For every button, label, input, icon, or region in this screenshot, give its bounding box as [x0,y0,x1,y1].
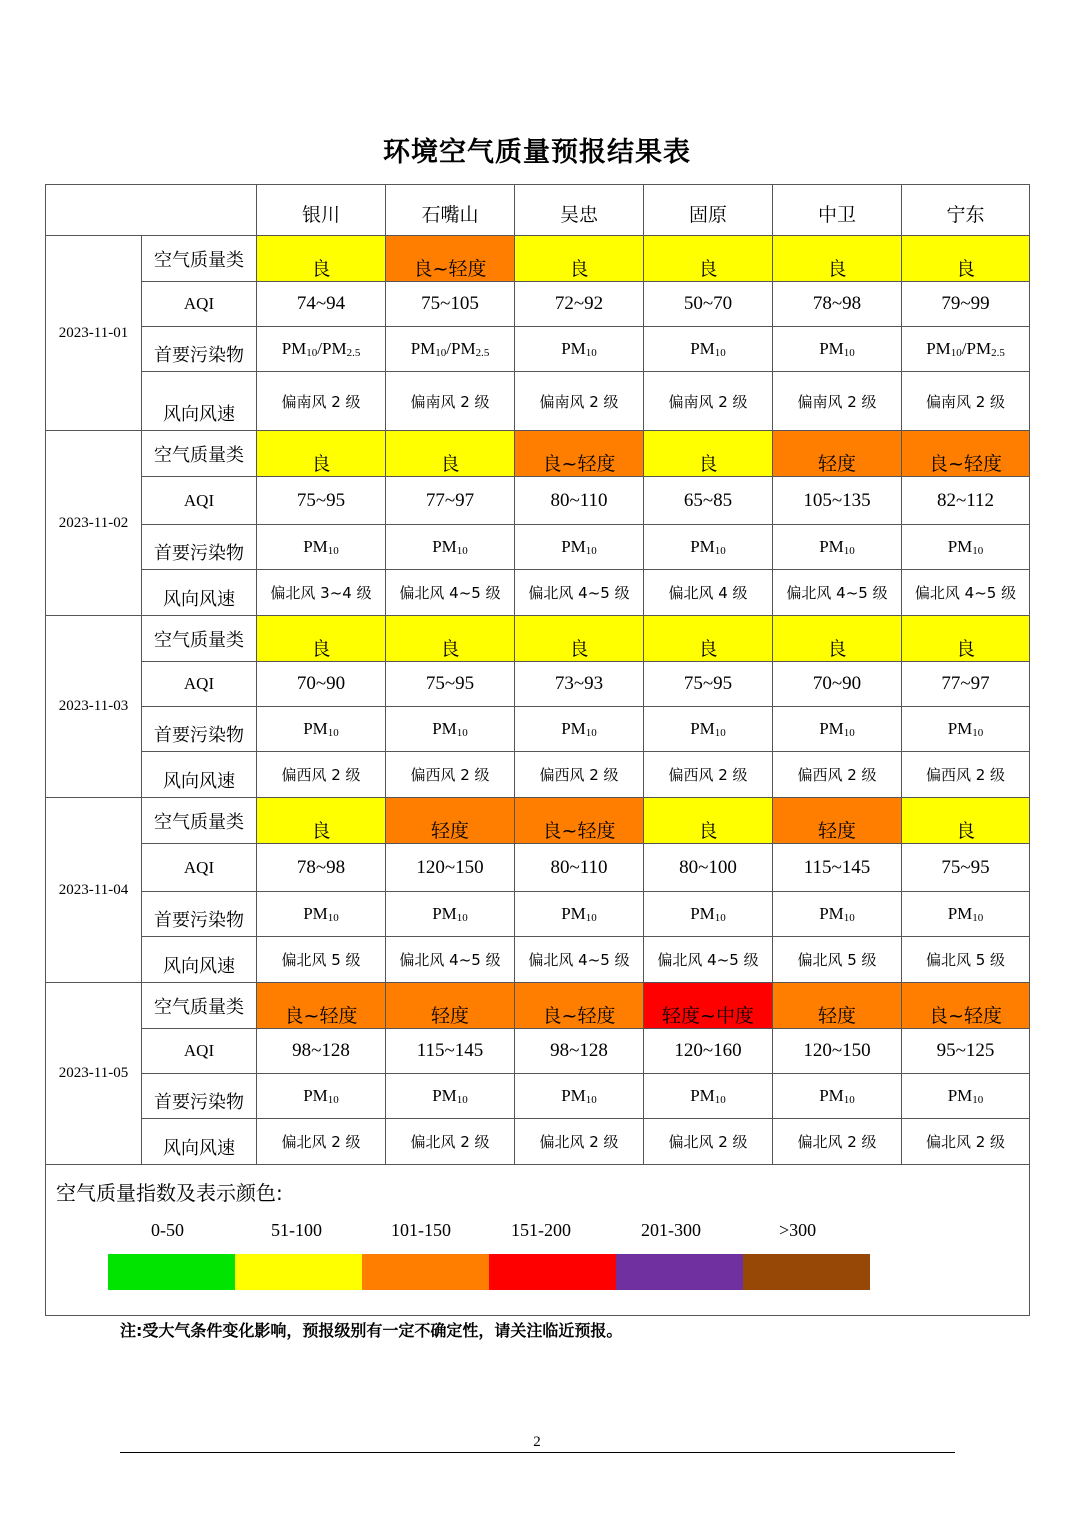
wind-cell: 偏西风 2 级 [773,752,902,798]
wind-cell: 偏南风 2 级 [257,372,386,431]
aqi-cell: 74~94 [257,282,386,327]
row-label-pollutant: 首要污染物 [142,525,257,570]
category-cell: 轻度 [386,798,515,844]
pollutant-text: PM [819,537,844,556]
page-number: 2 [533,1434,541,1450]
pollutant-subscript: 10 [585,347,597,359]
aqi-cell: 75~105 [386,282,515,327]
pollutant-subscript: 10 [843,347,855,359]
row-label-category: 空气质量类 [142,236,257,282]
category-cell: 良~轻度 [515,983,644,1029]
pollutant-cell [515,707,644,752]
pollutant-text: PM [561,719,586,738]
aqi-cell: 75~95 [902,844,1030,892]
pollutant-cell [257,892,386,937]
category-cell: 良 [515,236,644,282]
pollutant-subscript: 10 [435,347,447,359]
pollutant-text: /PM [317,339,347,358]
row-label-wind: 风向风速 [142,570,257,616]
legend-range-label: 51-100 [271,1220,322,1240]
wind-cell: 偏西风 2 级 [386,752,515,798]
pollutant-row [46,525,1030,570]
category-cell: 良 [773,236,902,282]
pollutant-cell [644,707,773,752]
aqi-cell: 75~95 [257,477,386,525]
header-row [46,185,1030,236]
pollutant-text: PM [410,339,436,358]
pollutant-text: PM [819,904,844,923]
pollutant-subscript: 10 [972,727,984,739]
category-cell: 良~轻度 [902,431,1030,477]
pollutant-cell [515,525,644,570]
pollutant-subscript: 10 [714,545,726,557]
row-label-wind: 风向风速 [142,372,257,431]
row-label-aqi: AQI [142,282,257,327]
legend-title: 空气质量指数及表示颜色: [56,1181,283,1205]
wind-cell: 偏北风 4~5 级 [515,570,644,616]
row-label-wind: 风向风速 [142,1119,257,1165]
row-label-aqi: AQI [142,1029,257,1074]
pollutant-text: PM [303,1086,328,1105]
pollutant-row [46,707,1030,752]
date-cell: 2023-11-05 [46,983,142,1165]
pollutant-subscript: 10 [456,1094,468,1106]
row-label-wind: 风向风速 [142,752,257,798]
category-cell: 良 [257,431,386,477]
category-cell: 良 [902,236,1030,282]
wind-cell: 偏南风 2 级 [386,372,515,431]
pollutant-text: PM [432,537,457,556]
category-cell: 良 [257,616,386,662]
pollutant-text: /PM [961,339,992,358]
row-label-pollutant: 首要污染物 [142,892,257,937]
category-cell: 良 [257,236,386,282]
pollutant-subscript: 10 [585,545,597,557]
pollutant-cell [773,525,902,570]
pollutant-text: PM [819,719,844,738]
header-blank-cell [46,185,257,236]
pollutant-subscript: 10 [972,1094,984,1106]
pollutant-text: PM [561,339,586,358]
pollutant-subscript: 10 [714,727,726,739]
category-cell: 良 [644,798,773,844]
pollutant-subscript: 10 [327,727,339,739]
pollutant-subscript: 10 [843,545,855,557]
wind-row [46,752,1030,798]
legend-swatch-3 [362,1254,489,1290]
wind-cell: 偏北风 4~5 级 [902,570,1030,616]
aqi-cell: 75~95 [386,662,515,707]
legend-range-label: 0-50 [151,1220,184,1240]
pollutant-text: PM [947,1086,973,1105]
pollutant-subscript: 10 [456,912,468,924]
footnote: 注:受大气条件变化影响，预报级别有一定不确定性，请关注临近预报。 [120,1321,623,1340]
pollutant-subscript: 10 [843,727,855,739]
category-cell: 良 [515,616,644,662]
pollutant-subscript: 10 [456,727,468,739]
city-header: 宁东 [902,185,1030,236]
pollutant-subscript: 10 [327,545,339,557]
row-label-aqi: AQI [142,477,257,525]
aqi-cell: 70~90 [773,662,902,707]
wind-cell: 偏北风 2 级 [257,1119,386,1165]
wind-cell: 偏南风 2 级 [644,372,773,431]
aqi-cell: 77~97 [386,477,515,525]
aqi-cell: 77~97 [902,662,1030,707]
pollutant-text: PM [690,719,715,738]
category-cell: 轻度 [773,431,902,477]
aqi-cell: 120~150 [386,844,515,892]
category-cell: 良 [386,616,515,662]
row-label-aqi: AQI [142,662,257,707]
pollutant-text: PM [690,1086,715,1105]
wind-cell: 偏北风 4~5 级 [386,937,515,983]
wind-cell: 偏西风 2 级 [902,752,1030,798]
wind-cell: 偏西风 2 级 [257,752,386,798]
pollutant-cell [386,892,515,937]
legend-range-label: 201-300 [641,1220,701,1240]
category-row [46,431,1030,477]
row-label-pollutant: 首要污染物 [142,1074,257,1119]
legend-range-label: 151-200 [511,1220,571,1240]
pollutant-text: PM [432,719,457,738]
wind-cell: 偏北风 2 级 [902,1119,1030,1165]
category-cell: 良~轻度 [386,236,515,282]
pollutant-cell [386,1074,515,1119]
aqi-cell: 72~92 [515,282,644,327]
category-cell: 良 [902,616,1030,662]
aqi-cell: 70~90 [257,662,386,707]
category-cell: 轻度~中度 [644,983,773,1029]
forecast-table [45,184,1030,1316]
pollutant-cell [902,1074,1030,1119]
pollutant-row [46,327,1030,372]
category-cell: 良~轻度 [515,431,644,477]
pollutant-text: PM [303,537,328,556]
aqi-row [46,844,1030,892]
pollutant-cell [257,525,386,570]
wind-cell: 偏北风 4~5 级 [386,570,515,616]
legend-cell [46,1165,1030,1316]
legend-range-label: 101-150 [391,1220,451,1240]
wind-cell: 偏北风 5 级 [773,937,902,983]
category-cell: 良 [644,236,773,282]
aqi-cell: 98~128 [515,1029,644,1074]
date-cell: 2023-11-03 [46,616,142,798]
pollutant-subscript: 10 [843,912,855,924]
pollutant-cell [644,1074,773,1119]
pollutant-row [46,1074,1030,1119]
aqi-cell: 78~98 [773,282,902,327]
pollutant-text: PM [303,904,328,923]
legend-swatch-6 [743,1254,870,1290]
category-row [46,983,1030,1029]
pollutant-text: PM [690,904,715,923]
pollutant-text: PM [561,904,586,923]
aqi-cell: 95~125 [902,1029,1030,1074]
wind-cell: 偏北风 5 级 [257,937,386,983]
wind-cell: 偏北风 5 级 [902,937,1030,983]
pollutant-text: PM [561,537,586,556]
pollutant-subscript: 10 [327,1094,339,1106]
pollutant-cell [773,892,902,937]
category-cell: 良 [386,431,515,477]
date-cell: 2023-11-04 [46,798,142,983]
pollutant-cell [257,1074,386,1119]
pollutant-text: PM [432,1086,457,1105]
pollutant-subscript: 10 [585,912,597,924]
aqi-cell: 80~110 [515,477,644,525]
wind-row [46,1119,1030,1165]
aqi-cell: 78~98 [257,844,386,892]
aqi-cell: 115~145 [386,1029,515,1074]
pollutant-subscript: 10 [456,545,468,557]
pollutant-subscript: 10 [714,347,726,359]
pollutant-text: PM [947,719,973,738]
pollutant-subscript: 10 [306,347,318,359]
footer-rule [120,1452,955,1453]
aqi-row [46,1029,1030,1074]
pollutant-text: PM [947,904,973,923]
page-title: 环境空气质量预报结果表 [383,137,691,168]
category-cell: 轻度 [386,983,515,1029]
category-cell: 良~轻度 [902,983,1030,1029]
pollutant-subscript: 10 [972,545,984,557]
row-label-category: 空气质量类 [142,616,257,662]
category-cell: 良 [644,616,773,662]
aqi-cell: 73~93 [515,662,644,707]
wind-cell: 偏南风 2 级 [773,372,902,431]
city-header: 固原 [644,185,773,236]
row-label-aqi: AQI [142,844,257,892]
pollutant-subscript: 10 [843,1094,855,1106]
pollutant-cell [902,892,1030,937]
category-cell: 良 [644,431,773,477]
wind-cell: 偏北风 2 级 [644,1119,773,1165]
aqi-cell: 115~145 [773,844,902,892]
pollutant-row [46,892,1030,937]
aqi-cell: 80~100 [644,844,773,892]
legend-swatch-1 [108,1254,235,1290]
row-label-pollutant: 首要污染物 [142,327,257,372]
pollutant-cell [902,707,1030,752]
pollutant-cell [257,707,386,752]
pollutant-subscript: 10 [972,912,984,924]
wind-cell: 偏北风 4 级 [644,570,773,616]
pollutant-subscript: 10 [714,1094,726,1106]
category-cell: 良 [773,616,902,662]
pollutant-text: PM [690,339,715,358]
pollutant-cell [902,525,1030,570]
pollutant-cell [644,525,773,570]
pollutant-cell [386,327,515,372]
legend-range-label: >300 [779,1220,817,1240]
pollutant-subscript: 2.5 [346,347,361,359]
pollutant-cell [773,1074,902,1119]
city-header: 银川 [257,185,386,236]
wind-cell: 偏西风 2 级 [644,752,773,798]
aqi-cell: 98~128 [257,1029,386,1074]
pollutant-subscript: 10 [714,912,726,924]
pollutant-subscript: 10 [950,347,962,359]
wind-cell: 偏南风 2 级 [902,372,1030,431]
legend-swatch-2 [235,1254,362,1290]
wind-row [46,372,1030,431]
pollutant-subscript: 10 [327,912,339,924]
row-label-category: 空气质量类 [142,798,257,844]
wind-cell: 偏北风 4~5 级 [773,570,902,616]
row-label-wind: 风向风速 [142,937,257,983]
pollutant-subscript: 10 [585,727,597,739]
category-row [46,798,1030,844]
legend-swatch-4 [489,1254,616,1290]
pollutant-text: PM [947,537,973,556]
date-cell: 2023-11-01 [46,236,142,431]
aqi-cell: 105~135 [773,477,902,525]
pollutant-text: PM [690,537,715,556]
pollutant-cell [515,327,644,372]
pollutant-cell [644,327,773,372]
pollutant-text: /PM [446,339,476,358]
wind-row [46,570,1030,616]
aqi-row [46,662,1030,707]
legend-row [46,1165,1030,1316]
pollutant-cell [386,525,515,570]
pollutant-text: PM [926,339,951,358]
pollutant-text: PM [819,339,844,358]
pollutant-cell [773,327,902,372]
wind-cell: 偏北风 4~5 级 [515,937,644,983]
pollutant-cell [386,707,515,752]
date-cell: 2023-11-02 [46,431,142,616]
category-cell: 良~轻度 [515,798,644,844]
city-header: 吴忠 [515,185,644,236]
aqi-row [46,282,1030,327]
aqi-cell: 75~95 [644,662,773,707]
pollutant-text: PM [432,904,457,923]
legend-swatch-5 [616,1254,743,1290]
category-cell: 良 [902,798,1030,844]
legend-color-bar [108,1254,870,1290]
pollutant-cell [515,892,644,937]
aqi-cell: 82~112 [902,477,1030,525]
city-header: 中卫 [773,185,902,236]
pollutant-cell [257,327,386,372]
aqi-cell: 120~150 [773,1029,902,1074]
wind-cell: 偏北风 2 级 [773,1119,902,1165]
pollutant-text: PM [303,719,328,738]
aqi-cell: 120~160 [644,1029,773,1074]
pollutant-text: PM [561,1086,586,1105]
aqi-cell: 80~110 [515,844,644,892]
pollutant-cell [644,892,773,937]
wind-cell: 偏南风 2 级 [515,372,644,431]
pollutant-cell [902,327,1030,372]
row-label-category: 空气质量类 [142,431,257,477]
category-row [46,236,1030,282]
aqi-cell: 79~99 [902,282,1030,327]
category-cell: 良~轻度 [257,983,386,1029]
pollutant-text: PM [281,339,307,358]
aqi-cell: 65~85 [644,477,773,525]
wind-row [46,937,1030,983]
row-label-category: 空气质量类 [142,983,257,1029]
pollutant-cell [773,707,902,752]
category-cell: 良 [257,798,386,844]
legend-ranges [46,1220,1030,1244]
pollutant-subscript: 2.5 [991,347,1005,359]
category-cell: 轻度 [773,798,902,844]
pollutant-subscript: 2.5 [475,347,490,359]
wind-cell: 偏北风 2 级 [386,1119,515,1165]
wind-cell: 偏北风 3~4 级 [257,570,386,616]
wind-cell: 偏北风 2 级 [515,1119,644,1165]
wind-cell: 偏北风 4~5 级 [644,937,773,983]
row-label-pollutant: 首要污染物 [142,707,257,752]
category-cell: 轻度 [773,983,902,1029]
pollutant-cell [515,1074,644,1119]
aqi-row [46,477,1030,525]
pollutant-subscript: 10 [585,1094,597,1106]
wind-cell: 偏西风 2 级 [515,752,644,798]
city-header: 石嘴山 [386,185,515,236]
pollutant-text: PM [819,1086,844,1105]
aqi-cell: 50~70 [644,282,773,327]
category-row [46,616,1030,662]
